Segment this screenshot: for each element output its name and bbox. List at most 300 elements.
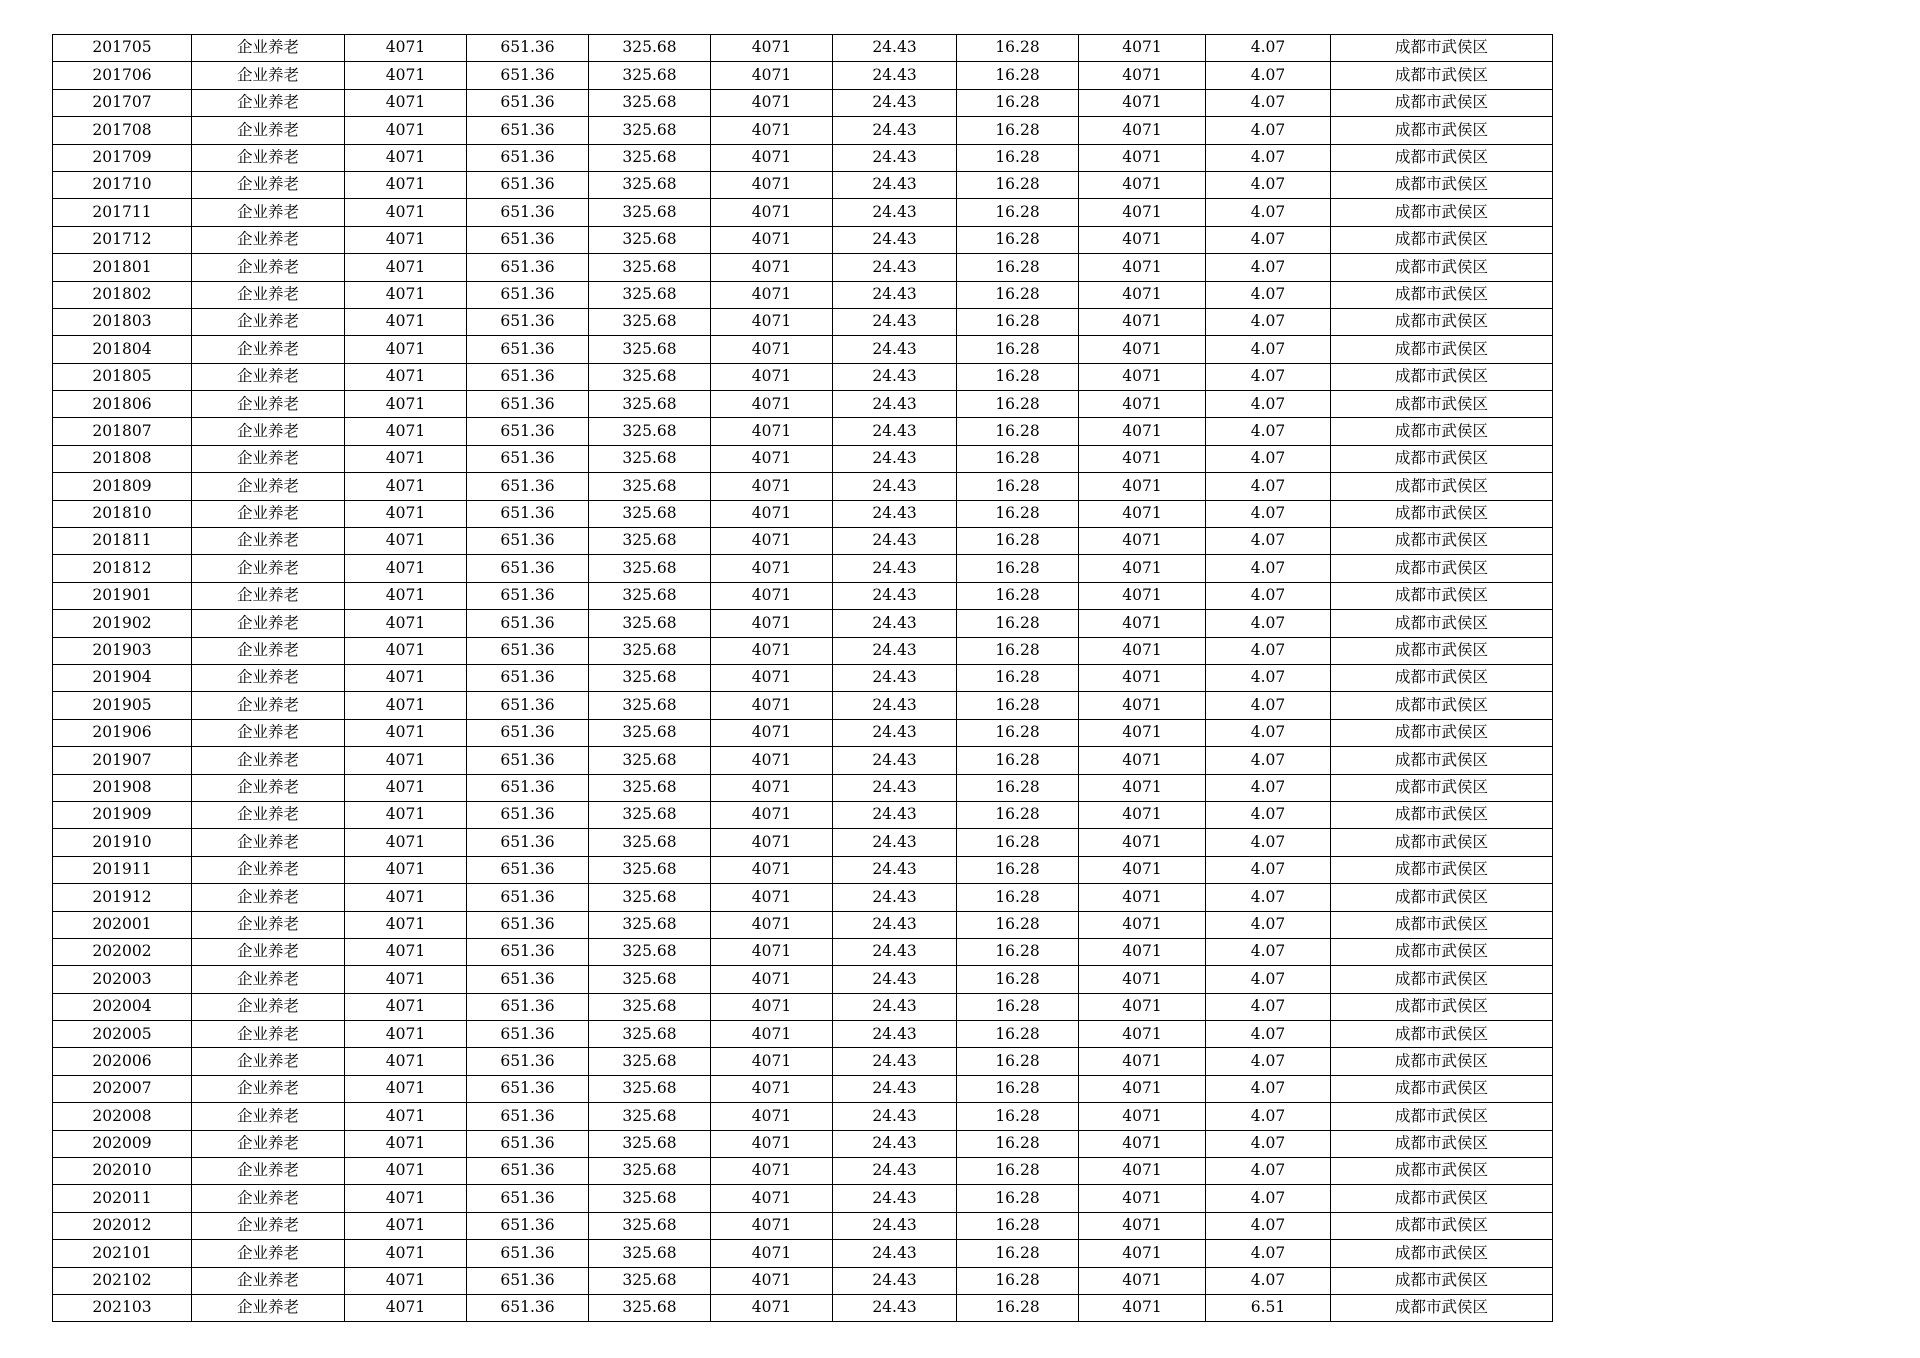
injury-employer-cell: 4.07 — [1206, 966, 1331, 993]
pension-employer-cell: 651.36 — [467, 774, 589, 801]
injury-employer-cell: 4.07 — [1206, 281, 1331, 308]
pension-base-cell: 4071 — [345, 254, 467, 281]
pension-employer-cell: 651.36 — [467, 582, 589, 609]
unemployment-base-cell: 4071 — [711, 993, 833, 1020]
table-row — [53, 500, 1553, 527]
insurance-type-cell: 企业养老 — [192, 35, 345, 62]
unemployment-personal-cell: 16.28 — [957, 171, 1079, 198]
district-cell: 成都市武侯区 — [1331, 1103, 1553, 1130]
unemployment-personal-cell: 16.28 — [957, 664, 1079, 691]
period-cell: 202012 — [53, 1212, 192, 1239]
injury-employer-cell: 4.07 — [1206, 856, 1331, 883]
unemployment-personal-cell: 16.28 — [957, 308, 1079, 335]
unemployment-personal-cell: 16.28 — [957, 884, 1079, 911]
pension-employer-cell: 651.36 — [467, 1212, 589, 1239]
unemployment-base-cell: 4071 — [711, 281, 833, 308]
pension-employer-cell: 651.36 — [467, 911, 589, 938]
pension-personal-cell: 325.68 — [589, 445, 711, 472]
injury-employer-cell: 4.07 — [1206, 89, 1331, 116]
unemployment-personal-cell: 16.28 — [957, 226, 1079, 253]
unemployment-personal-cell: 16.28 — [957, 528, 1079, 555]
unemployment-base-cell: 4071 — [711, 528, 833, 555]
table-row — [53, 555, 1553, 582]
pension-base-cell: 4071 — [345, 1075, 467, 1102]
unemployment-personal-cell: 16.28 — [957, 1103, 1079, 1130]
district-cell: 成都市武侯区 — [1331, 747, 1553, 774]
table-row — [53, 1294, 1553, 1321]
injury-employer-cell: 4.07 — [1206, 445, 1331, 472]
injury-base-cell: 4071 — [1079, 1021, 1206, 1048]
pension-base-cell: 4071 — [345, 281, 467, 308]
pension-employer-cell: 651.36 — [467, 1021, 589, 1048]
pension-employer-cell: 651.36 — [467, 500, 589, 527]
pension-base-cell: 4071 — [345, 610, 467, 637]
district-cell: 成都市武侯区 — [1331, 856, 1553, 883]
pension-base-cell: 4071 — [345, 62, 467, 89]
unemployment-personal-cell: 16.28 — [957, 500, 1079, 527]
district-cell: 成都市武侯区 — [1331, 884, 1553, 911]
injury-employer-cell: 4.07 — [1206, 144, 1331, 171]
injury-employer-cell: 6.51 — [1206, 1294, 1331, 1321]
insurance-type-cell: 企业养老 — [192, 719, 345, 746]
district-cell: 成都市武侯区 — [1331, 117, 1553, 144]
unemployment-base-cell: 4071 — [711, 938, 833, 965]
pension-employer-cell: 651.36 — [467, 966, 589, 993]
pension-base-cell: 4071 — [345, 171, 467, 198]
injury-employer-cell: 4.07 — [1206, 582, 1331, 609]
district-cell: 成都市武侯区 — [1331, 1075, 1553, 1102]
period-cell: 202009 — [53, 1130, 192, 1157]
pension-personal-cell: 325.68 — [589, 199, 711, 226]
unemployment-base-cell: 4071 — [711, 747, 833, 774]
injury-base-cell: 4071 — [1079, 528, 1206, 555]
table-row — [53, 281, 1553, 308]
period-cell: 201711 — [53, 199, 192, 226]
injury-employer-cell: 4.07 — [1206, 938, 1331, 965]
district-cell: 成都市武侯区 — [1331, 1048, 1553, 1075]
pension-base-cell: 4071 — [345, 774, 467, 801]
period-cell: 201707 — [53, 89, 192, 116]
insurance-type-cell: 企业养老 — [192, 993, 345, 1020]
period-cell: 202011 — [53, 1185, 192, 1212]
pension-employer-cell: 651.36 — [467, 555, 589, 582]
period-cell: 201803 — [53, 308, 192, 335]
insurance-type-cell: 企业养老 — [192, 391, 345, 418]
period-cell: 201912 — [53, 884, 192, 911]
unemployment-base-cell: 4071 — [711, 62, 833, 89]
pension-employer-cell: 651.36 — [467, 1185, 589, 1212]
table-row — [53, 829, 1553, 856]
pension-base-cell: 4071 — [345, 445, 467, 472]
injury-employer-cell: 4.07 — [1206, 637, 1331, 664]
injury-base-cell: 4071 — [1079, 1185, 1206, 1212]
unemployment-base-cell: 4071 — [711, 719, 833, 746]
unemployment-base-cell: 4071 — [711, 692, 833, 719]
pension-employer-cell: 651.36 — [467, 418, 589, 445]
unemployment-employer-cell: 24.43 — [833, 1294, 957, 1321]
injury-base-cell: 4071 — [1079, 1158, 1206, 1185]
district-cell: 成都市武侯区 — [1331, 637, 1553, 664]
period-cell: 202010 — [53, 1158, 192, 1185]
unemployment-base-cell: 4071 — [711, 966, 833, 993]
pension-employer-cell: 651.36 — [467, 281, 589, 308]
unemployment-employer-cell: 24.43 — [833, 199, 957, 226]
pension-base-cell: 4071 — [345, 637, 467, 664]
pension-personal-cell: 325.68 — [589, 993, 711, 1020]
pension-base-cell: 4071 — [345, 500, 467, 527]
pension-personal-cell: 325.68 — [589, 308, 711, 335]
injury-employer-cell: 4.07 — [1206, 35, 1331, 62]
table-row — [53, 528, 1553, 555]
insurance-type-cell: 企业养老 — [192, 692, 345, 719]
pension-base-cell: 4071 — [345, 993, 467, 1020]
pension-personal-cell: 325.68 — [589, 692, 711, 719]
insurance-type-cell: 企业养老 — [192, 829, 345, 856]
unemployment-personal-cell: 16.28 — [957, 418, 1079, 445]
pension-employer-cell: 651.36 — [467, 199, 589, 226]
table-row — [53, 774, 1553, 801]
table-row — [53, 35, 1553, 62]
period-cell: 201710 — [53, 171, 192, 198]
unemployment-employer-cell: 24.43 — [833, 801, 957, 828]
period-cell: 201802 — [53, 281, 192, 308]
unemployment-employer-cell: 24.43 — [833, 692, 957, 719]
unemployment-base-cell: 4071 — [711, 664, 833, 691]
pension-base-cell: 4071 — [345, 1130, 467, 1157]
injury-base-cell: 4071 — [1079, 62, 1206, 89]
injury-base-cell: 4071 — [1079, 226, 1206, 253]
unemployment-employer-cell: 24.43 — [833, 1240, 957, 1267]
pension-employer-cell: 651.36 — [467, 856, 589, 883]
pension-personal-cell: 325.68 — [589, 62, 711, 89]
district-cell: 成都市武侯区 — [1331, 1158, 1553, 1185]
insurance-type-cell: 企业养老 — [192, 1158, 345, 1185]
pension-employer-cell: 651.36 — [467, 1240, 589, 1267]
insurance-type-cell: 企业养老 — [192, 1294, 345, 1321]
pension-employer-cell: 651.36 — [467, 336, 589, 363]
unemployment-base-cell: 4071 — [711, 89, 833, 116]
injury-base-cell: 4071 — [1079, 199, 1206, 226]
insurance-type-cell: 企业养老 — [192, 1267, 345, 1294]
insurance-type-cell: 企业养老 — [192, 528, 345, 555]
period-cell: 201904 — [53, 664, 192, 691]
district-cell: 成都市武侯区 — [1331, 254, 1553, 281]
unemployment-personal-cell: 16.28 — [957, 1130, 1079, 1157]
injury-employer-cell: 4.07 — [1206, 1158, 1331, 1185]
district-cell: 成都市武侯区 — [1331, 911, 1553, 938]
period-cell: 202002 — [53, 938, 192, 965]
unemployment-employer-cell: 24.43 — [833, 993, 957, 1020]
injury-employer-cell: 4.07 — [1206, 418, 1331, 445]
unemployment-personal-cell: 16.28 — [957, 829, 1079, 856]
period-cell: 201809 — [53, 473, 192, 500]
district-cell: 成都市武侯区 — [1331, 993, 1553, 1020]
pension-employer-cell: 651.36 — [467, 1267, 589, 1294]
injury-employer-cell: 4.07 — [1206, 1130, 1331, 1157]
injury-employer-cell: 4.07 — [1206, 226, 1331, 253]
table-row — [53, 1240, 1553, 1267]
pension-base-cell: 4071 — [345, 528, 467, 555]
pension-personal-cell: 325.68 — [589, 582, 711, 609]
pension-personal-cell: 325.68 — [589, 281, 711, 308]
unemployment-personal-cell: 16.28 — [957, 1158, 1079, 1185]
injury-base-cell: 4071 — [1079, 308, 1206, 335]
pension-base-cell: 4071 — [345, 391, 467, 418]
injury-base-cell: 4071 — [1079, 1103, 1206, 1130]
pension-personal-cell: 325.68 — [589, 391, 711, 418]
injury-employer-cell: 4.07 — [1206, 1021, 1331, 1048]
insurance-type-cell: 企业养老 — [192, 171, 345, 198]
unemployment-personal-cell: 16.28 — [957, 1240, 1079, 1267]
unemployment-personal-cell: 16.28 — [957, 774, 1079, 801]
injury-employer-cell: 4.07 — [1206, 1267, 1331, 1294]
unemployment-employer-cell: 24.43 — [833, 856, 957, 883]
district-cell: 成都市武侯区 — [1331, 582, 1553, 609]
district-cell: 成都市武侯区 — [1331, 528, 1553, 555]
unemployment-base-cell: 4071 — [711, 1267, 833, 1294]
unemployment-employer-cell: 24.43 — [833, 62, 957, 89]
period-cell: 201905 — [53, 692, 192, 719]
pension-personal-cell: 325.68 — [589, 117, 711, 144]
pension-employer-cell: 651.36 — [467, 1130, 589, 1157]
unemployment-personal-cell: 16.28 — [957, 1075, 1079, 1102]
pension-personal-cell: 325.68 — [589, 336, 711, 363]
pension-personal-cell: 325.68 — [589, 1048, 711, 1075]
injury-employer-cell: 4.07 — [1206, 1075, 1331, 1102]
unemployment-personal-cell: 16.28 — [957, 363, 1079, 390]
injury-employer-cell: 4.07 — [1206, 911, 1331, 938]
injury-base-cell: 4071 — [1079, 418, 1206, 445]
table-row — [53, 1185, 1553, 1212]
table-row — [53, 144, 1553, 171]
unemployment-personal-cell: 16.28 — [957, 336, 1079, 363]
insurance-type-cell: 企业养老 — [192, 418, 345, 445]
injury-base-cell: 4071 — [1079, 445, 1206, 472]
pension-employer-cell: 651.36 — [467, 391, 589, 418]
unemployment-base-cell: 4071 — [711, 1185, 833, 1212]
unemployment-personal-cell: 16.28 — [957, 254, 1079, 281]
insurance-type-cell: 企业养老 — [192, 363, 345, 390]
pension-base-cell: 4071 — [345, 1240, 467, 1267]
unemployment-employer-cell: 24.43 — [833, 555, 957, 582]
unemployment-base-cell: 4071 — [711, 1048, 833, 1075]
pension-personal-cell: 325.68 — [589, 418, 711, 445]
injury-base-cell: 4071 — [1079, 610, 1206, 637]
unemployment-personal-cell: 16.28 — [957, 637, 1079, 664]
pension-employer-cell: 651.36 — [467, 1048, 589, 1075]
pension-employer-cell: 651.36 — [467, 1103, 589, 1130]
unemployment-base-cell: 4071 — [711, 856, 833, 883]
table-row — [53, 418, 1553, 445]
period-cell: 201806 — [53, 391, 192, 418]
district-cell: 成都市武侯区 — [1331, 664, 1553, 691]
period-cell: 201906 — [53, 719, 192, 746]
insurance-type-cell: 企业养老 — [192, 1075, 345, 1102]
unemployment-employer-cell: 24.43 — [833, 747, 957, 774]
insurance-type-cell: 企业养老 — [192, 473, 345, 500]
injury-employer-cell: 4.07 — [1206, 528, 1331, 555]
insurance-type-cell: 企业养老 — [192, 555, 345, 582]
pension-personal-cell: 325.68 — [589, 1212, 711, 1239]
insurance-type-cell: 企业养老 — [192, 1048, 345, 1075]
table-row — [53, 473, 1553, 500]
table-row — [53, 62, 1553, 89]
injury-employer-cell: 4.07 — [1206, 719, 1331, 746]
unemployment-personal-cell: 16.28 — [957, 117, 1079, 144]
pension-base-cell: 4071 — [345, 117, 467, 144]
unemployment-employer-cell: 24.43 — [833, 1185, 957, 1212]
unemployment-base-cell: 4071 — [711, 774, 833, 801]
pension-personal-cell: 325.68 — [589, 938, 711, 965]
pension-personal-cell: 325.68 — [589, 171, 711, 198]
unemployment-base-cell: 4071 — [711, 582, 833, 609]
pension-base-cell: 4071 — [345, 144, 467, 171]
insurance-type-cell: 企业养老 — [192, 500, 345, 527]
insurance-type-cell: 企业养老 — [192, 774, 345, 801]
injury-employer-cell: 4.07 — [1206, 62, 1331, 89]
table-row — [53, 1021, 1553, 1048]
injury-base-cell: 4071 — [1079, 637, 1206, 664]
table-row — [53, 391, 1553, 418]
district-cell: 成都市武侯区 — [1331, 308, 1553, 335]
unemployment-base-cell: 4071 — [711, 500, 833, 527]
injury-base-cell: 4071 — [1079, 1212, 1206, 1239]
unemployment-personal-cell: 16.28 — [957, 993, 1079, 1020]
unemployment-personal-cell: 16.28 — [957, 1294, 1079, 1321]
injury-base-cell: 4071 — [1079, 473, 1206, 500]
table-row — [53, 582, 1553, 609]
pension-employer-cell: 651.36 — [467, 528, 589, 555]
table-row — [53, 938, 1553, 965]
injury-base-cell: 4071 — [1079, 856, 1206, 883]
injury-base-cell: 4071 — [1079, 692, 1206, 719]
period-cell: 201804 — [53, 336, 192, 363]
unemployment-base-cell: 4071 — [711, 1103, 833, 1130]
injury-employer-cell: 4.07 — [1206, 500, 1331, 527]
district-cell: 成都市武侯区 — [1331, 445, 1553, 472]
period-cell: 202004 — [53, 993, 192, 1020]
insurance-type-cell: 企业养老 — [192, 582, 345, 609]
unemployment-personal-cell: 16.28 — [957, 610, 1079, 637]
unemployment-base-cell: 4071 — [711, 117, 833, 144]
injury-base-cell: 4071 — [1079, 911, 1206, 938]
pension-base-cell: 4071 — [345, 966, 467, 993]
table-row — [53, 1103, 1553, 1130]
injury-employer-cell: 4.07 — [1206, 1048, 1331, 1075]
unemployment-personal-cell: 16.28 — [957, 801, 1079, 828]
district-cell: 成都市武侯区 — [1331, 418, 1553, 445]
unemployment-personal-cell: 16.28 — [957, 35, 1079, 62]
injury-base-cell: 4071 — [1079, 117, 1206, 144]
pension-personal-cell: 325.68 — [589, 637, 711, 664]
period-cell: 201902 — [53, 610, 192, 637]
district-cell: 成都市武侯区 — [1331, 363, 1553, 390]
unemployment-employer-cell: 24.43 — [833, 281, 957, 308]
insurance-type-cell: 企业养老 — [192, 938, 345, 965]
period-cell: 201909 — [53, 801, 192, 828]
pension-employer-cell: 651.36 — [467, 637, 589, 664]
period-cell: 201908 — [53, 774, 192, 801]
district-cell: 成都市武侯区 — [1331, 801, 1553, 828]
unemployment-employer-cell: 24.43 — [833, 966, 957, 993]
unemployment-personal-cell: 16.28 — [957, 1185, 1079, 1212]
injury-base-cell: 4071 — [1079, 829, 1206, 856]
injury-base-cell: 4071 — [1079, 555, 1206, 582]
injury-employer-cell: 4.07 — [1206, 1185, 1331, 1212]
unemployment-base-cell: 4071 — [711, 336, 833, 363]
period-cell: 202005 — [53, 1021, 192, 1048]
pension-employer-cell: 651.36 — [467, 938, 589, 965]
unemployment-base-cell: 4071 — [711, 418, 833, 445]
pension-employer-cell: 651.36 — [467, 719, 589, 746]
district-cell: 成都市武侯区 — [1331, 774, 1553, 801]
pension-personal-cell: 325.68 — [589, 610, 711, 637]
period-cell: 201810 — [53, 500, 192, 527]
table-row — [53, 911, 1553, 938]
unemployment-employer-cell: 24.43 — [833, 774, 957, 801]
pension-base-cell: 4071 — [345, 582, 467, 609]
injury-employer-cell: 4.07 — [1206, 171, 1331, 198]
unemployment-base-cell: 4071 — [711, 1075, 833, 1102]
table-row — [53, 199, 1553, 226]
unemployment-employer-cell: 24.43 — [833, 1021, 957, 1048]
pension-employer-cell: 651.36 — [467, 747, 589, 774]
unemployment-base-cell: 4071 — [711, 1240, 833, 1267]
unemployment-base-cell: 4071 — [711, 254, 833, 281]
period-cell: 202007 — [53, 1075, 192, 1102]
injury-base-cell: 4071 — [1079, 363, 1206, 390]
unemployment-base-cell: 4071 — [711, 911, 833, 938]
pension-employer-cell: 651.36 — [467, 254, 589, 281]
table-row — [53, 856, 1553, 883]
unemployment-employer-cell: 24.43 — [833, 363, 957, 390]
insurance-type-cell: 企业养老 — [192, 637, 345, 664]
period-cell: 202006 — [53, 1048, 192, 1075]
unemployment-personal-cell: 16.28 — [957, 719, 1079, 746]
table-row — [53, 171, 1553, 198]
injury-base-cell: 4071 — [1079, 336, 1206, 363]
injury-employer-cell: 4.07 — [1206, 829, 1331, 856]
pension-personal-cell: 325.68 — [589, 664, 711, 691]
unemployment-personal-cell: 16.28 — [957, 966, 1079, 993]
pension-employer-cell: 651.36 — [467, 1075, 589, 1102]
pension-base-cell: 4071 — [345, 829, 467, 856]
pension-personal-cell: 325.68 — [589, 1240, 711, 1267]
district-cell: 成都市武侯区 — [1331, 62, 1553, 89]
injury-base-cell: 4071 — [1079, 1294, 1206, 1321]
unemployment-employer-cell: 24.43 — [833, 473, 957, 500]
pension-employer-cell: 651.36 — [467, 363, 589, 390]
injury-base-cell: 4071 — [1079, 391, 1206, 418]
injury-base-cell: 4071 — [1079, 1240, 1206, 1267]
unemployment-base-cell: 4071 — [711, 35, 833, 62]
unemployment-personal-cell: 16.28 — [957, 692, 1079, 719]
pension-personal-cell: 325.68 — [589, 1130, 711, 1157]
insurance-type-cell: 企业养老 — [192, 1130, 345, 1157]
period-cell: 201811 — [53, 528, 192, 555]
insurance-type-cell: 企业养老 — [192, 117, 345, 144]
insurance-type-cell: 企业养老 — [192, 199, 345, 226]
insurance-type-cell: 企业养老 — [192, 226, 345, 253]
table-row — [53, 254, 1553, 281]
unemployment-employer-cell: 24.43 — [833, 1158, 957, 1185]
pension-base-cell: 4071 — [345, 1267, 467, 1294]
unemployment-personal-cell: 16.28 — [957, 199, 1079, 226]
period-cell: 202008 — [53, 1103, 192, 1130]
unemployment-employer-cell: 24.43 — [833, 144, 957, 171]
pension-personal-cell: 325.68 — [589, 1103, 711, 1130]
unemployment-base-cell: 4071 — [711, 199, 833, 226]
